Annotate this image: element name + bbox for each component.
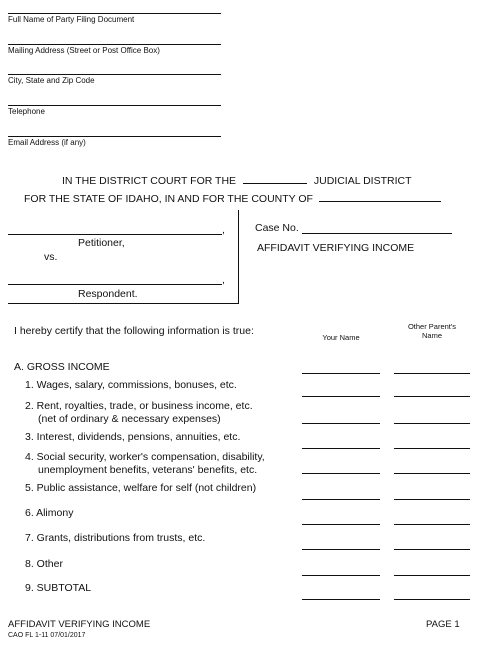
item-5-your-line[interactable] <box>302 499 380 500</box>
item-6-your-line[interactable] <box>302 524 380 525</box>
city-line[interactable] <box>8 74 221 75</box>
item-7-other-line[interactable] <box>394 549 470 550</box>
telephone-line[interactable] <box>8 105 221 106</box>
item-3 <box>25 431 240 444</box>
item-6-other-line[interactable] <box>394 524 470 525</box>
item-4-line-2: unemployment benefits, veterans' benefits, etc. <box>38 463 258 476</box>
court-line-2-prefix: FOR THE STATE OF IDAHO, IN AND FOR THE COUNTY OF <box>24 193 313 205</box>
item-2-line-2: (net of ordinary & necessary expenses) <box>38 412 221 425</box>
court-line-1-prefix: IN THE DISTRICT COURT FOR THE <box>62 175 237 187</box>
item-8-your-line[interactable] <box>302 575 380 576</box>
item-1-other-line[interactable] <box>394 396 470 397</box>
item-8-other-line[interactable] <box>394 575 470 576</box>
item-1 <box>25 379 237 392</box>
item-2-line-1: 2. Rent, royalties, trade, or business income, etc. <box>25 400 253 412</box>
item-7 <box>25 532 205 545</box>
item-8 <box>25 558 63 571</box>
item-5 <box>25 482 256 495</box>
petitioner-line[interactable] <box>8 234 222 235</box>
section-a-heading: A. GROSS INCOME <box>14 361 110 373</box>
item-6-line-1: 6. Alimony <box>25 507 74 519</box>
item-7-your-line[interactable] <box>302 549 380 550</box>
footer-form-code: CAO FL 1-11 07/01/2017 <box>8 632 86 639</box>
item-7-line-1: 7. Grants, distributions from trusts, etc. <box>25 532 206 544</box>
item-4-your-line[interactable] <box>302 473 380 474</box>
vs-label: vs. <box>44 251 58 263</box>
other-parent-header-line-2: Name <box>421 331 442 340</box>
court-line-2 <box>24 192 441 205</box>
document-title: AFFIDAVIT VERIFYING INCOME <box>257 242 415 254</box>
item-2-your-line[interactable] <box>302 423 380 424</box>
item-5-line-1: 5. Public assistance, welfare for self (not children) <box>25 482 257 494</box>
item-2 <box>25 400 253 425</box>
telephone-label: Telephone <box>8 107 45 116</box>
item-3-line-1: 3. Interest, dividends, pensions, annuities, etc. <box>25 431 241 443</box>
court-line-1 <box>62 174 412 187</box>
item-1-line-1: 1. Wages, salary, commissions, bonuses, etc. <box>25 379 237 391</box>
name-line[interactable] <box>8 13 221 14</box>
mailing-address-label: Mailing Address (Street or Post Office Box) <box>8 46 160 55</box>
item-3-other-line[interactable] <box>394 448 470 449</box>
respondent-label: Respondent. <box>78 288 138 300</box>
item-8-line-1: 8. Other <box>25 558 63 570</box>
caption-bottom-rule <box>8 303 239 304</box>
certify-statement: I hereby certify that the following information is true: <box>14 325 254 337</box>
section-a-your-line[interactable] <box>302 373 380 374</box>
petitioner-comma: , <box>222 224 225 236</box>
item-4-line-1: 4. Social security, worker's compensation, disability, <box>25 451 265 463</box>
judicial-district-blank[interactable] <box>243 174 307 184</box>
address-line[interactable] <box>8 44 221 45</box>
respondent-comma: , <box>222 274 225 286</box>
item-2-other-line[interactable] <box>394 423 470 424</box>
caption-divider <box>238 210 239 303</box>
city-state-zip-label: City, State and Zip Code <box>8 76 95 85</box>
other-parent-column-header <box>392 322 472 340</box>
item-9 <box>25 582 91 595</box>
respondent-line[interactable] <box>8 284 222 285</box>
item-4-other-line[interactable] <box>394 473 470 474</box>
item-9-line-1: 9. SUBTOTAL <box>25 582 92 594</box>
case-no-line[interactable] <box>302 233 452 234</box>
email-label: Email Address (if any) <box>8 138 86 147</box>
item-9-other-line[interactable] <box>394 599 470 600</box>
petitioner-label: Petitioner, <box>78 237 125 249</box>
full-name-label: Full Name of Party Filing Document <box>8 15 135 24</box>
item-3-your-line[interactable] <box>302 448 380 449</box>
footer-page-number: PAGE 1 <box>426 619 460 630</box>
county-blank[interactable] <box>319 192 441 202</box>
email-line[interactable] <box>8 136 221 137</box>
item-1-your-line[interactable] <box>302 396 380 397</box>
footer-title: AFFIDAVIT VERIFYING INCOME <box>8 619 151 630</box>
item-5-other-line[interactable] <box>394 499 470 500</box>
case-no-label: Case No. <box>255 222 299 234</box>
item-9-your-line[interactable] <box>302 599 380 600</box>
section-a-other-line[interactable] <box>394 373 470 374</box>
item-6 <box>25 507 73 520</box>
court-line-1-suffix: JUDICIAL DISTRICT <box>313 175 412 187</box>
item-4 <box>25 451 265 476</box>
other-parent-header-line-1: Other Parent's <box>407 322 457 331</box>
your-name-column-header: Your Name <box>322 333 360 342</box>
